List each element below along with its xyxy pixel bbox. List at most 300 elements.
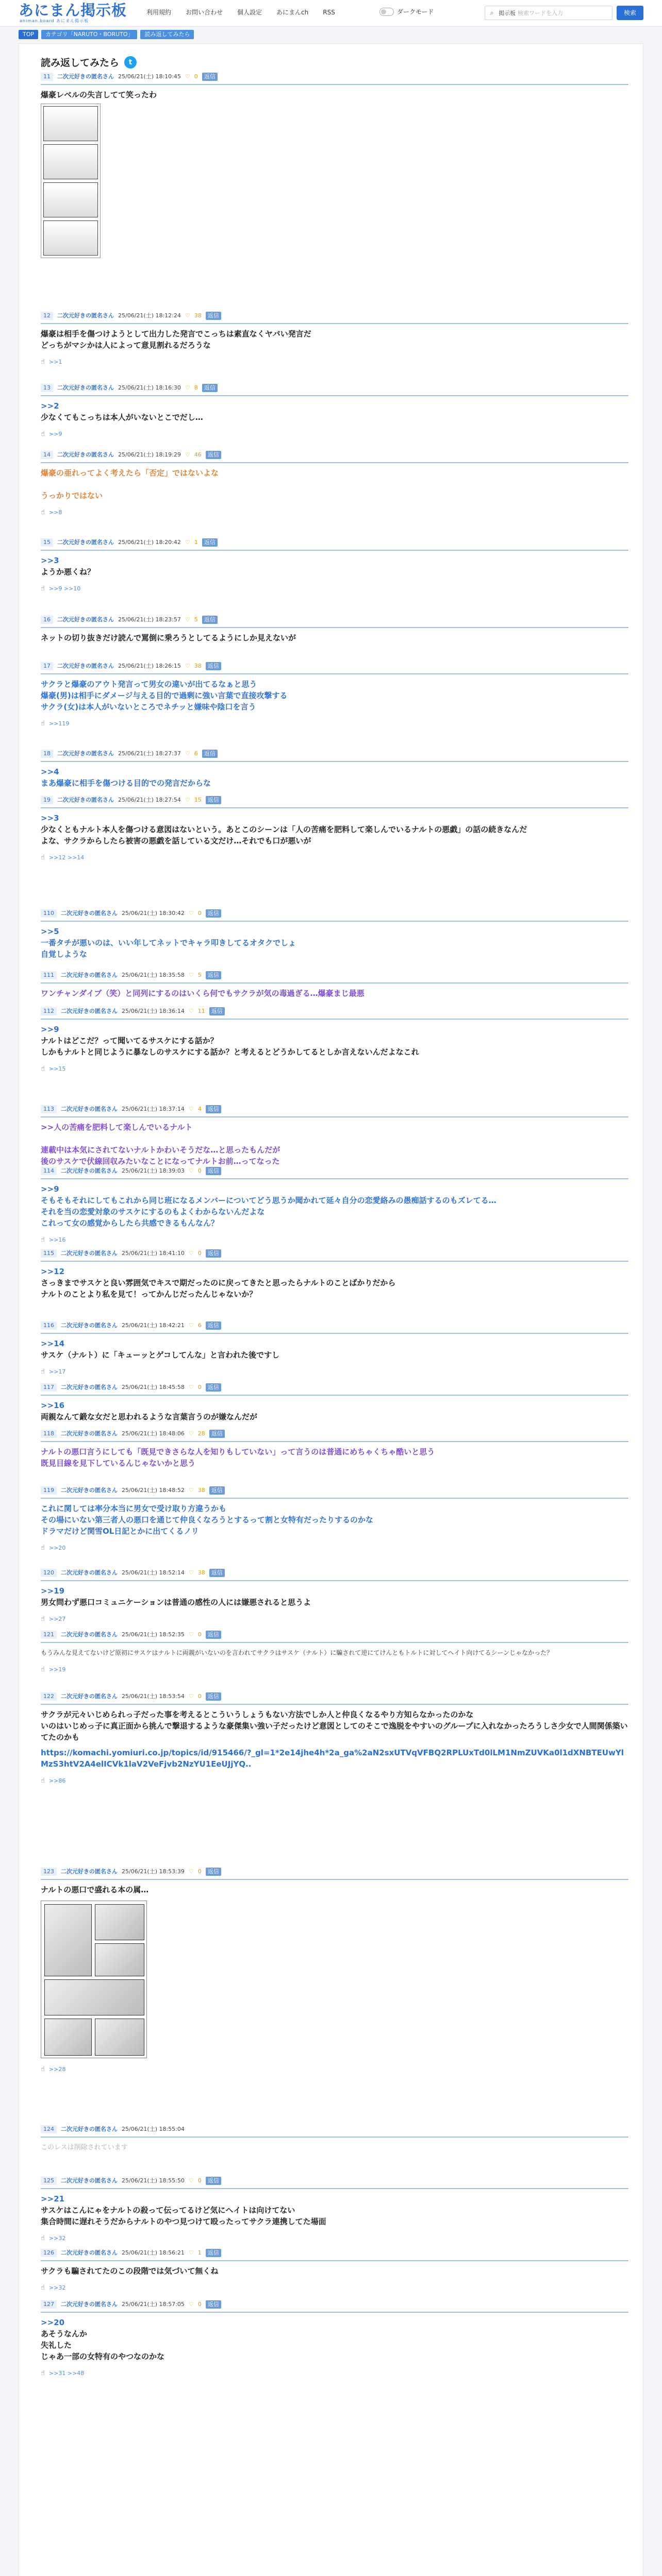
backlinks[interactable]: >>27 [48, 1616, 66, 1622]
like-count: 0 [197, 910, 202, 917]
post-number[interactable]: 122 [41, 1692, 57, 1701]
post-date: 25/06/21(土) 18:42:21 [122, 1322, 185, 1329]
post-number[interactable]: 15 [41, 538, 53, 547]
manga-panel [43, 221, 98, 256]
post-number[interactable]: 125 [41, 2177, 57, 2185]
post [41, 1383, 628, 1422]
post-meta [41, 73, 628, 81]
post-meta [41, 1007, 628, 1015]
post [41, 796, 628, 861]
post-author: 二次元好きの匿名さん [61, 1868, 118, 1875]
backlinks[interactable]: >>20 [48, 1545, 66, 1551]
like-icon[interactable]: ♡ [185, 312, 190, 319]
post [41, 538, 628, 592]
post-author: 二次元好きの匿名さん [57, 312, 114, 319]
like-count: 0 [197, 1868, 202, 1875]
reply-anchor[interactable]: >>9 [41, 1025, 59, 1034]
post-body [41, 1122, 628, 1167]
backlinks[interactable]: >>1 [48, 359, 62, 365]
like-icon[interactable]: ♡ [188, 2249, 194, 2256]
reply-hand-icon[interactable]: ☝ [41, 854, 45, 861]
post-line: まあ爆豪に相手を傷つける目的での発言だからな [41, 778, 211, 788]
post-date: 25/06/21(土) 18:37:14 [122, 1106, 185, 1112]
backlinks[interactable]: >>12 >>14 [48, 854, 85, 861]
reply-hand-icon[interactable]: ☝ [41, 1544, 45, 1552]
backlinks[interactable]: >>8 [48, 509, 62, 516]
reply-hand-icon[interactable]: ☝ [41, 585, 45, 592]
like-count: 38 [197, 1487, 205, 1494]
backlinks[interactable]: >>86 [48, 1777, 66, 1784]
like-count: 0 [197, 1631, 202, 1638]
reply-anchor[interactable]: >>21 [41, 2194, 65, 2204]
post-line: ナルトの悪口言うにしても「既見できさらな人を知りもしていない」って言うのは普通にめちゃくちゃ酷いと思う [41, 1447, 435, 1456]
post-line: >>人の苦痛を肥料して楽しんでいるナルト [41, 1123, 193, 1132]
reply-anchor[interactable]: >>12 [41, 1267, 65, 1276]
like-icon[interactable]: ♡ [188, 1167, 194, 1174]
reply-hand-icon[interactable]: ☝ [41, 509, 45, 516]
post-number[interactable]: 117 [41, 1383, 57, 1392]
backlinks[interactable]: >>17 [48, 1368, 66, 1375]
like-icon[interactable]: ♡ [188, 972, 194, 978]
reply-button[interactable]: 返信 [202, 384, 218, 392]
like-icon[interactable]: ♡ [185, 73, 190, 80]
manga-panel [43, 144, 98, 179]
reply-button[interactable]: 返信 [206, 1249, 221, 1258]
post-footer [41, 1544, 628, 1552]
post-line: ナルトの悪口で盛れる本の属… [41, 1885, 149, 1894]
post-footer [41, 430, 628, 438]
post-number[interactable]: 16 [41, 616, 53, 624]
post-line [41, 479, 628, 490]
post-body [41, 2265, 628, 2277]
post-body [41, 1709, 628, 1770]
reply-anchor[interactable]: >>9 [41, 1184, 59, 1194]
reply-hand-icon[interactable]: ☝ [41, 2369, 45, 2377]
post-line: さっきまでサスケと良い雰囲気でキスで期だったのに戻ってきたと思ったらナルトのことばかりだから [41, 1278, 396, 1287]
post-footer [41, 720, 628, 727]
post-number[interactable]: 116 [41, 1321, 57, 1330]
backlinks[interactable]: >>19 [48, 1666, 66, 1673]
post-date: 25/06/21(土) 18:30:42 [122, 910, 185, 917]
post-meta [41, 2300, 628, 2309]
reply-hand-icon[interactable]: ☝ [41, 430, 45, 438]
like-count: 0 [197, 2177, 202, 2184]
like-count: 6 [197, 1322, 202, 1329]
reply-hand-icon[interactable]: ☝ [41, 1065, 45, 1073]
post-date: 25/06/21(土) 18:19:29 [118, 451, 181, 458]
post [41, 1105, 628, 1167]
reply-button[interactable]: 返信 [202, 750, 218, 758]
post-date: 25/06/21(土) 18:12:24 [118, 312, 181, 319]
post-divider [41, 1441, 628, 1442]
post-number[interactable]: 112 [41, 1007, 57, 1015]
post-number[interactable]: 18 [41, 750, 53, 758]
post-divider [41, 1395, 628, 1396]
post-number[interactable]: 19 [41, 796, 53, 804]
post-body [41, 1446, 628, 1469]
like-count: 46 [194, 451, 202, 458]
post-meta [41, 1692, 628, 1701]
breadcrumb-category[interactable]: カテゴリ「NARUTO・BORUTO」 [41, 30, 137, 39]
post-author: 二次元好きの匿名さん [61, 1384, 118, 1391]
reply-hand-icon[interactable]: ☝ [41, 2234, 45, 2242]
post-line: しかもナルトと同じように暴なしのサスケにする話か？と考えるとどうかしてるとしか言えないんだよなこれ [41, 1047, 419, 1057]
post-divider [41, 395, 628, 396]
like-count: 0 [197, 1167, 202, 1174]
backlinks[interactable]: >>119 [48, 720, 70, 727]
reply-button[interactable]: 返信 [209, 1569, 225, 1577]
post-footer [41, 2234, 628, 2242]
post-number[interactable]: 12 [41, 312, 53, 320]
post-divider [41, 2188, 628, 2189]
like-icon[interactable]: ♡ [185, 663, 190, 669]
like-icon[interactable]: ♡ [185, 451, 190, 458]
like-icon[interactable]: ♡ [188, 1008, 194, 1014]
backlinks[interactable]: >>31 >>48 [48, 2370, 85, 2377]
breadcrumb-top[interactable]: TOP [19, 30, 38, 39]
reply-button[interactable]: 返信 [206, 909, 221, 918]
reply-hand-icon[interactable]: ☝ [41, 1236, 45, 1244]
like-icon[interactable]: ♡ [188, 910, 194, 917]
post-line: サクラと爆豪のアウト発言って男女の違いが出てるなぁと思う [41, 680, 257, 689]
like-count: 15 [194, 796, 202, 803]
post-author: 二次元好きの匿名さん [61, 910, 118, 917]
post-footer [41, 2369, 628, 2377]
post-author: 二次元好きの匿名さん [57, 750, 114, 757]
reply-hand-icon[interactable]: ☝ [41, 720, 45, 727]
like-icon[interactable]: ♡ [188, 1384, 194, 1391]
post-line: そもそもそれにしてもこれから同じ班になるメンバーについてどう思うか聞かれて延々自分の恋愛絡みの愚痴話するのもズレてる… [41, 1196, 496, 1205]
reply-button[interactable]: 返信 [206, 1383, 221, 1392]
reply-button[interactable]: 返信 [206, 1105, 221, 1113]
post-divider [41, 627, 628, 628]
post-meta [41, 1167, 628, 1175]
post-body [41, 1647, 628, 1658]
post-meta [41, 1249, 628, 1258]
manga-panel [95, 1943, 144, 1976]
manga-panel [43, 182, 98, 217]
nav-terms[interactable]: 利用規約 [146, 9, 172, 16]
reply-hand-icon[interactable]: ☝ [41, 1615, 45, 1623]
post-divider [41, 1333, 628, 1334]
post-author: 二次元好きの匿名さん [61, 1008, 118, 1014]
post-meta [41, 796, 628, 804]
like-count: 11 [197, 1008, 205, 1014]
post-number[interactable]: 17 [41, 662, 53, 670]
post-number[interactable]: 11 [41, 73, 53, 81]
nav-animanch[interactable]: あにまんch [276, 9, 309, 16]
post-line: 男女問わず悪口コミュニケーションは普通の感性の人には嫌悪されると思うよ [41, 1598, 311, 1607]
top-nav [139, 8, 342, 17]
post-line: 爆豪の亜れってよく考えたら「否定」ではないよな [41, 468, 219, 478]
like-icon[interactable]: ♡ [188, 1693, 194, 1700]
like-icon[interactable]: ♡ [188, 1322, 194, 1329]
post [41, 73, 628, 258]
post-line: 失礼した [41, 2341, 72, 2350]
post-author: 二次元好きの匿名さん [57, 539, 114, 546]
backlinks[interactable]: >>9 [48, 431, 62, 437]
post-number[interactable]: 127 [41, 2300, 57, 2309]
post-number[interactable]: 115 [41, 1249, 57, 1258]
reply-anchor[interactable]: >>4 [41, 767, 59, 776]
page-title: 読み返してみたら [41, 57, 120, 69]
post-author: 二次元好きの匿名さん [61, 1430, 118, 1437]
like-icon[interactable]: ♡ [188, 1250, 194, 1257]
post-footer [41, 2065, 628, 2073]
post-meta [41, 1321, 628, 1330]
reply-hand-icon[interactable]: ☝ [41, 1666, 45, 1673]
post-footer [41, 1236, 628, 1244]
post-divider [41, 84, 628, 85]
post-author: 二次元好きの匿名さん [57, 73, 114, 80]
reply-anchor[interactable]: >>3 [41, 556, 59, 565]
reply-button[interactable]: 返信 [206, 2300, 221, 2309]
post-body [41, 812, 628, 846]
reply-button[interactable]: 返信 [202, 73, 218, 81]
post [41, 2125, 628, 2156]
post-body [41, 1183, 628, 1229]
post-line: じゃあ一部の女特有のやつなのかな [41, 2352, 165, 2361]
post-meta [41, 1430, 628, 1438]
post-number[interactable]: 120 [41, 1569, 57, 1577]
reply-anchor[interactable]: >>20 [41, 2318, 65, 2327]
post [41, 750, 628, 789]
post-divider [41, 2260, 628, 2261]
like-icon[interactable]: ♡ [185, 616, 190, 623]
breadcrumb-thread[interactable]: 読み返してみたら [140, 30, 194, 39]
post-divider [41, 1498, 628, 1499]
post-number[interactable]: 13 [41, 384, 53, 392]
like-count: 0 [197, 1384, 202, 1391]
nav-settings[interactable]: 個人設定 [237, 9, 262, 16]
post-body [41, 766, 628, 789]
reply-button[interactable]: 返信 [206, 1692, 221, 1701]
post-number[interactable]: 119 [41, 1486, 57, 1495]
post-line: いのはいじめっ子に真正面から挑んで撃退するような豪傑集い強い子だったけど意図としてのそこで逸脱をやすいのグループに入れなかったろうしさ少女で人間関係築いてたのかも [41, 1721, 628, 1742]
reply-hand-icon[interactable]: ☝ [41, 2065, 45, 2073]
post-divider [41, 2137, 628, 2138]
post-date: 25/06/21(土) 18:45:58 [122, 1384, 185, 1391]
nav-rss[interactable]: RSS [323, 9, 335, 16]
post-divider [41, 982, 628, 984]
post [41, 1692, 628, 1785]
post-line: これって女の感覚からしたら共感できるもんなん？ [41, 1218, 219, 1228]
like-icon[interactable]: ♡ [185, 796, 190, 803]
reply-button[interactable]: 返信 [202, 538, 218, 547]
like-count: 1 [194, 539, 198, 546]
search-button[interactable]: 検索 [617, 6, 643, 20]
post-line: 少なくともナルト本人を傷つける意図はないという。あとこのシーンは「人の苦痛を肥料して楽しんでいるナルトの悪戯」の話の続きなんだ [41, 825, 527, 834]
post-link[interactable]: https://komachi.yomiuri.co.jp/topics/id/915466/?_gl=1*2e14jhe4h*2a_ga%2aN2sxUTVqVFBQ2RPLUxTd0lLM1NmZUVKa0l1dXNBTEUwYlMzS3htV2A4elICVk1laV2VeFjvb2NzYU1EeUJjYQ.. [41, 1748, 624, 1769]
twitter-share-icon[interactable]: t [124, 56, 137, 69]
reply-button[interactable]: 返信 [209, 1430, 225, 1438]
post-footer [41, 358, 628, 366]
reply-anchor[interactable]: >>14 [41, 1339, 65, 1348]
reply-button[interactable]: 返信 [206, 1868, 221, 1876]
reply-hand-icon[interactable]: ☝ [41, 2284, 45, 2292]
post-line: 両親なんて鍛な女だと思われるような言葉言うのが嫌なんだが [41, 1412, 258, 1421]
post-number[interactable]: 114 [41, 1167, 57, 1175]
reply-button[interactable]: 返信 [206, 451, 221, 459]
post-body [41, 632, 628, 643]
post-number[interactable]: 124 [41, 2125, 57, 2133]
post-number[interactable]: 14 [41, 451, 53, 459]
post-meta [41, 1868, 628, 1876]
like-icon[interactable]: ♡ [188, 1569, 194, 1576]
post-body [41, 555, 628, 578]
post-line: 一番タチが悪いのは、いい年してネットでキャラ叩きしてるオタクでしょ [41, 938, 296, 947]
reply-anchor[interactable]: >>19 [41, 1586, 65, 1596]
reply-button[interactable]: 返信 [209, 1007, 225, 1015]
post-author: 二次元好きの匿名さん [57, 616, 114, 623]
like-icon[interactable]: ♡ [188, 1106, 194, 1112]
reply-button[interactable]: 返信 [206, 1321, 221, 1330]
post-number[interactable]: 113 [41, 1105, 57, 1113]
post-number[interactable]: 121 [41, 1631, 57, 1639]
reply-anchor[interactable]: >>2 [41, 401, 59, 411]
backlinks[interactable]: >>15 [48, 1065, 66, 1072]
manga-panel [95, 1904, 144, 1940]
search-icon: ⌕ [490, 9, 494, 17]
like-icon[interactable]: ♡ [188, 1430, 194, 1437]
post-author: 二次元好きの匿名さん [61, 1106, 118, 1112]
post-number[interactable]: 126 [41, 2249, 57, 2257]
post-line: よな、サクラからしたら被害の悪戯を話している文だけ…それでも口が悪いが [41, 836, 311, 845]
post-author: 二次元好きの匿名さん [61, 1167, 118, 1174]
reply-hand-icon[interactable]: ☝ [41, 1777, 45, 1785]
post-footer [41, 2284, 628, 2292]
post [41, 1167, 628, 1244]
reply-hand-icon[interactable]: ☝ [41, 358, 45, 366]
search-input[interactable]: 検索ワードを入力 [518, 10, 563, 16]
post [41, 662, 628, 727]
post-author: 二次元好きの匿名さん [61, 2249, 118, 2256]
manga-image[interactable] [41, 1901, 147, 2058]
like-icon[interactable]: ♡ [188, 2301, 194, 2308]
reply-button[interactable]: 返信 [206, 312, 221, 320]
post-date: 25/06/21(土) 18:53:39 [122, 1868, 185, 1875]
post-meta [41, 971, 628, 979]
post-line [41, 1133, 628, 1144]
reply-button[interactable]: 返信 [209, 1486, 225, 1495]
like-icon[interactable]: ♡ [185, 384, 190, 391]
reply-button[interactable]: 返信 [206, 662, 221, 670]
post-line: 爆豪(男)は相手にダメージ与える目的で過剰に強い言葉で直接攻撃する [41, 691, 288, 700]
post-line: ドラマだけど関雪OL日記とかに出てくるノリ [41, 1527, 199, 1536]
post-meta [41, 2125, 628, 2133]
post-author: 二次元好きの匿名さん [57, 663, 114, 669]
like-count: 0 [197, 1693, 202, 1700]
thread-container [19, 43, 643, 2576]
nav-contact[interactable]: お問い合わせ [186, 9, 223, 16]
reply-button[interactable]: 返信 [206, 971, 221, 979]
post-line: その場にいない第三者人の悪口を通じて仲良くなろうとするって割と女特有だったりするのかな [41, 1515, 374, 1524]
reply-button[interactable]: 返信 [202, 616, 218, 624]
post-footer [41, 1368, 628, 1376]
post-body [41, 1585, 628, 1608]
reply-hand-icon[interactable]: ☝ [41, 1368, 45, 1376]
post-date: 25/06/21(土) 18:27:37 [118, 750, 181, 757]
like-icon[interactable]: ♡ [188, 1487, 194, 1494]
like-icon[interactable]: ♡ [188, 1631, 194, 1638]
site-logo[interactable]: あにまん掲示板 [19, 2, 127, 19]
post-divider [41, 462, 628, 463]
post-date: 25/06/21(土) 18:41:10 [122, 1250, 185, 1257]
post [41, 1868, 628, 2073]
reply-anchor[interactable]: >>5 [41, 927, 59, 936]
search-box[interactable] [485, 6, 613, 20]
post-meta [41, 312, 628, 320]
post-body [41, 1503, 628, 1537]
reply-anchor[interactable]: >>16 [41, 1401, 65, 1410]
post-body [41, 400, 628, 423]
like-icon[interactable]: ♡ [188, 2177, 194, 2184]
post-date: 25/06/21(土) 18:20:42 [118, 539, 181, 546]
post-footer [41, 509, 628, 516]
post-footer [41, 1666, 628, 1673]
post-date: 25/06/21(土) 18:53:54 [122, 1693, 185, 1700]
like-count: 38 [197, 1569, 205, 1576]
post [41, 451, 628, 516]
backlinks[interactable]: >>16 [48, 1236, 66, 1243]
post-author: 二次元好きの匿名さん [61, 1250, 118, 1257]
backlinks[interactable]: >>28 [48, 2066, 66, 2073]
post-date: 25/06/21(土) 18:52:14 [122, 1569, 185, 1576]
post-number[interactable]: 110 [41, 909, 57, 918]
like-count: 8 [194, 384, 198, 391]
post-line: 爆豪は相手を傷つけようとして出力した発言でこっちは素直なくヤバい発言だ [41, 329, 311, 338]
post-number[interactable]: 111 [41, 971, 57, 979]
manga-panel [43, 106, 98, 141]
reply-button[interactable]: 返信 [206, 796, 221, 804]
like-count: 38 [194, 663, 202, 669]
backlinks[interactable]: >>9 >>10 [48, 585, 81, 592]
post-meta [41, 616, 628, 624]
like-icon[interactable]: ♡ [185, 539, 190, 546]
like-icon[interactable]: ♡ [185, 750, 190, 757]
reply-button[interactable]: 返信 [206, 1167, 221, 1175]
like-count: 28 [197, 1430, 205, 1437]
reply-button[interactable]: 返信 [206, 2177, 221, 2185]
post-date: 25/06/21(土) 18:10:45 [118, 73, 181, 80]
post-body [41, 1400, 628, 1422]
post-line: 爆豪レベルの失言してて笑ったわ [41, 90, 157, 99]
post-divider [41, 1580, 628, 1581]
site-logo-subtitle: animan.board あにまん掲示板 [20, 19, 89, 23]
post-number[interactable]: 123 [41, 1868, 57, 1876]
post-number[interactable]: 118 [41, 1430, 57, 1438]
search-category[interactable]: 掲示板 [499, 10, 516, 16]
backlinks[interactable]: >>32 [48, 2235, 66, 2242]
post [41, 384, 628, 438]
reply-button[interactable]: 返信 [206, 2249, 221, 2257]
post-divider [41, 1178, 628, 1179]
reply-button[interactable]: 返信 [206, 1631, 221, 1639]
reply-anchor[interactable]: >>3 [41, 814, 59, 823]
deleted-notice: このレスは削除されています [41, 2144, 128, 2151]
post-date: 25/06/21(土) 18:23:57 [118, 616, 181, 623]
darkmode-toggle[interactable] [379, 8, 394, 16]
manga-image[interactable] [41, 104, 101, 258]
post [41, 2300, 628, 2377]
post-footer [41, 1615, 628, 1623]
post-date: 25/06/21(土) 18:55:50 [122, 2177, 185, 2184]
post-line: 連載中は本気にされてないナルトかわいそうだな…と思ったもんだが [41, 1145, 280, 1155]
thread-title-row [41, 55, 137, 69]
post-author: 二次元好きの匿名さん [61, 1487, 118, 1494]
backlinks[interactable]: >>32 [48, 2284, 66, 2291]
like-icon[interactable]: ♡ [188, 1868, 194, 1875]
